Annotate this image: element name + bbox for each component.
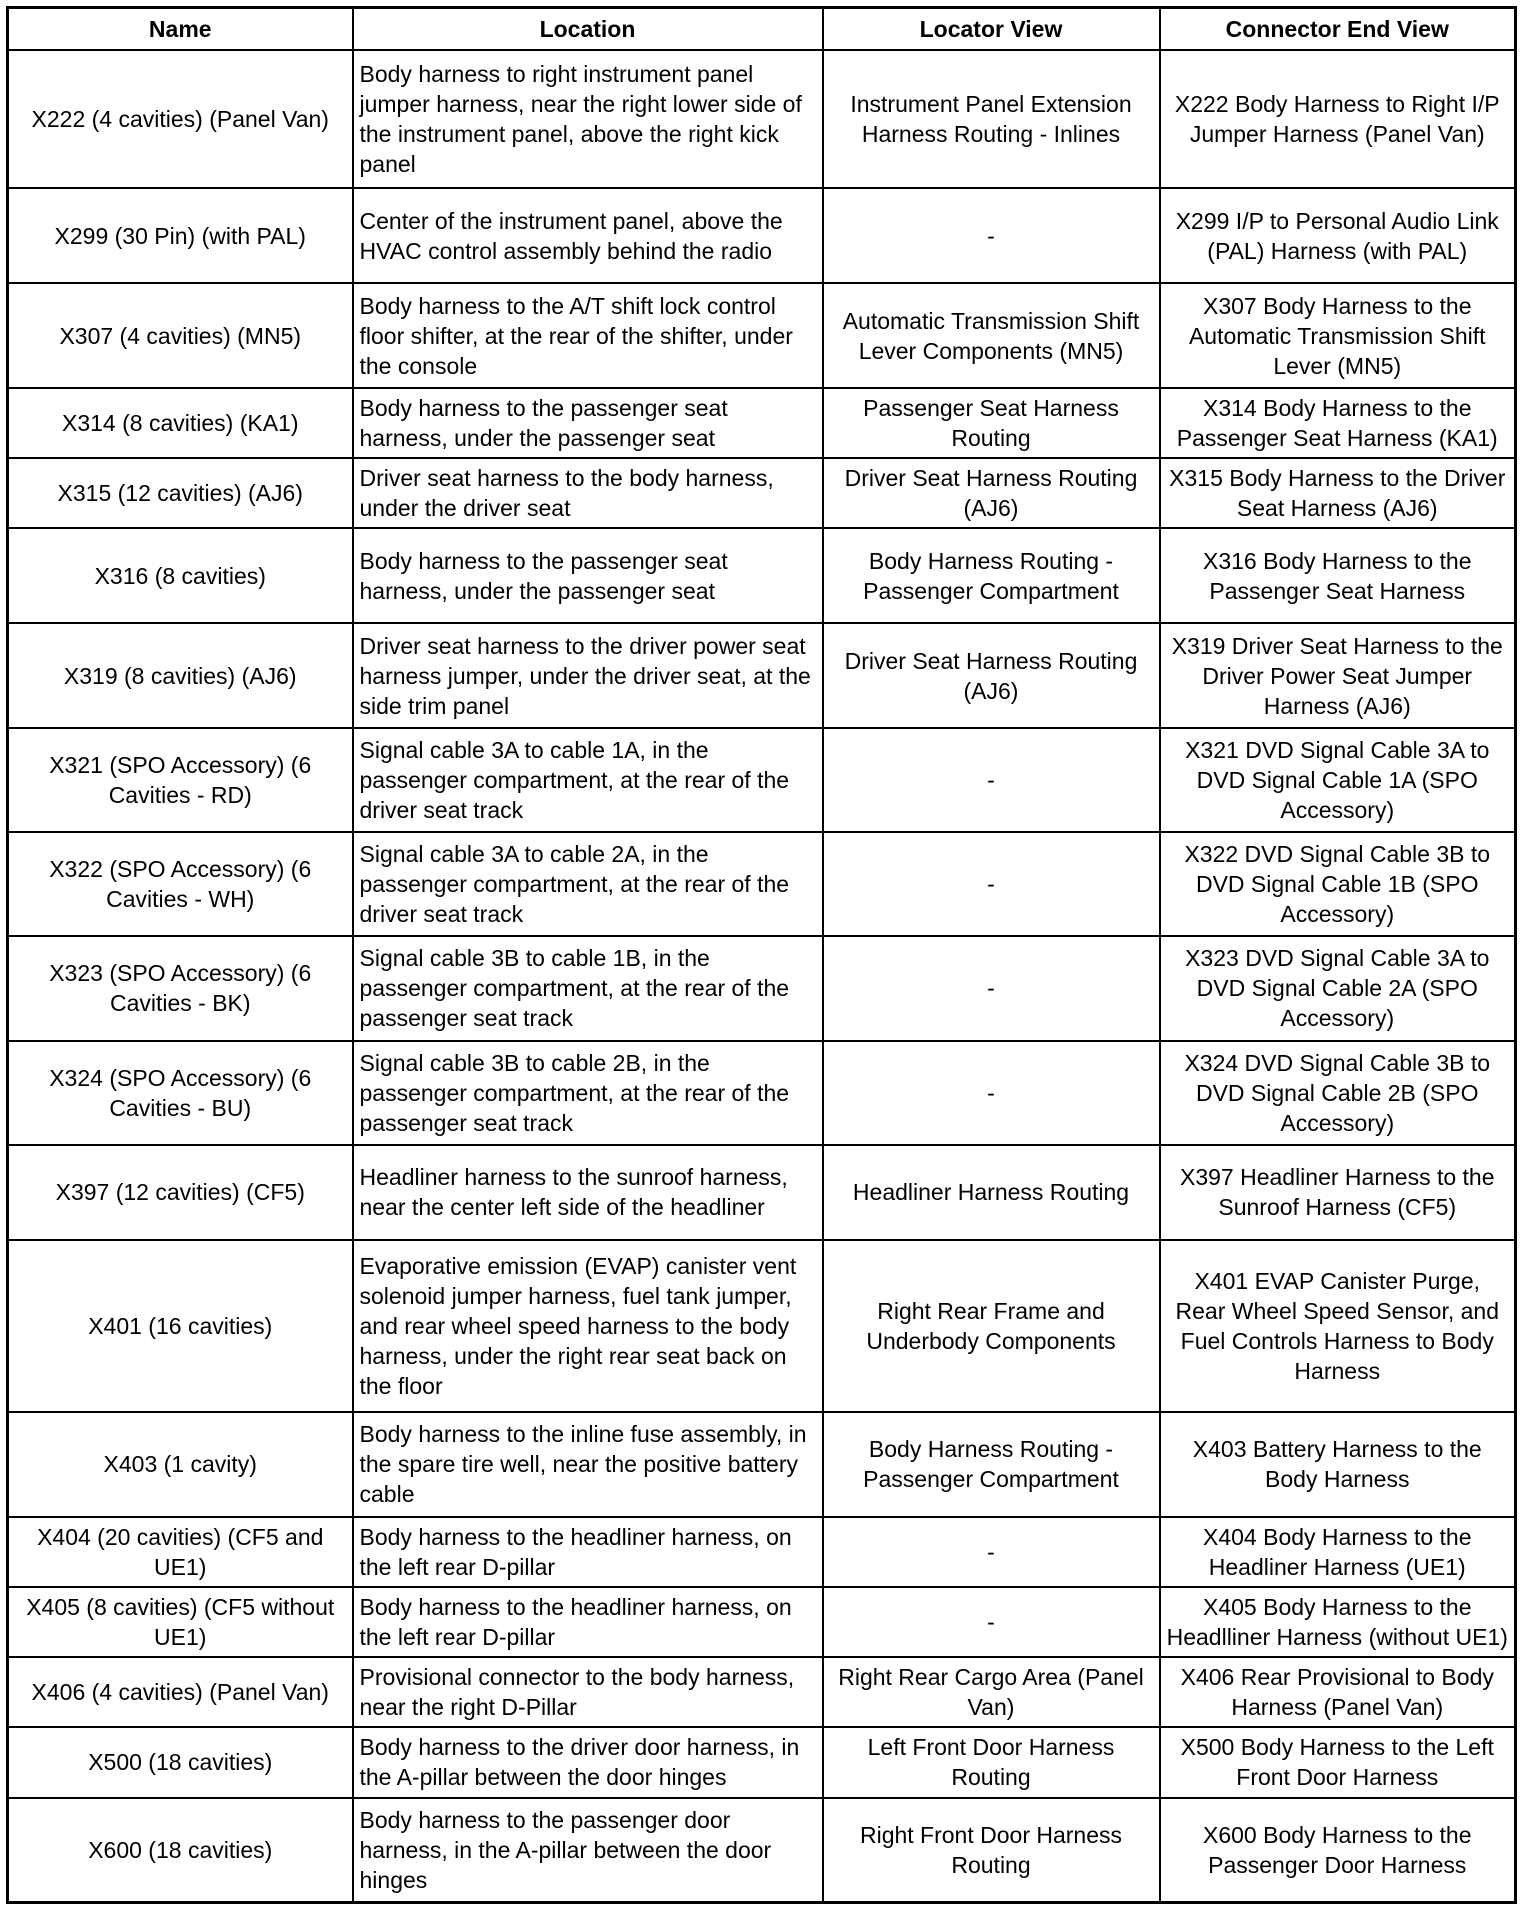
cell-connector-end-view: X397 Headliner Harness to the Sunroof Harness (CF5) — [1160, 1145, 1516, 1240]
header-locator-view: Locator View — [823, 8, 1160, 51]
cell-connector-end-view: X315 Body Harness to the Driver Seat Harness (AJ6) — [1160, 458, 1516, 528]
table-row — [8, 1587, 1516, 1657]
cell-name: X316 (8 cavities) — [8, 528, 353, 623]
cell-name: X403 (1 cavity) — [8, 1412, 353, 1516]
cell-locator-view: - — [823, 728, 1160, 832]
cell-locator-view: Body Harness Routing - Passenger Compartment — [823, 1412, 1160, 1516]
table-row — [8, 1041, 1516, 1145]
cell-locator-view: Right Rear Cargo Area (Panel Van) — [823, 1657, 1160, 1727]
cell-location: Body harness to the A/T shift lock control floor shifter, at the rear of the shifter, under the console — [353, 283, 823, 387]
cell-locator-view: - — [823, 936, 1160, 1040]
cell-location: Provisional connector to the body harness, near the right D-Pillar — [353, 1657, 823, 1727]
cell-connector-end-view: X222 Body Harness to Right I/P Jumper Harness (Panel Van) — [1160, 50, 1516, 188]
cell-locator-view: - — [823, 1587, 1160, 1657]
cell-connector-end-view: X322 DVD Signal Cable 3B to DVD Signal Cable 1B (SPO Accessory) — [1160, 832, 1516, 936]
table-row — [8, 1145, 1516, 1240]
cell-locator-view: Passenger Seat Harness Routing — [823, 388, 1160, 458]
table-row — [8, 1727, 1516, 1797]
header-name: Name — [8, 8, 353, 51]
table-row — [8, 936, 1516, 1040]
table-row — [8, 283, 1516, 387]
header-row — [8, 8, 1516, 51]
cell-connector-end-view: X324 DVD Signal Cable 3B to DVD Signal Cable 2B (SPO Accessory) — [1160, 1041, 1516, 1145]
table-row — [8, 832, 1516, 936]
cell-name: X307 (4 cavities) (MN5) — [8, 283, 353, 387]
cell-location: Center of the instrument panel, above the HVAC control assembly behind the radio — [353, 188, 823, 283]
cell-name: X321 (SPO Accessory) (6 Cavities - RD) — [8, 728, 353, 832]
header-location: Location — [353, 8, 823, 51]
cell-name: X401 (16 cavities) — [8, 1240, 353, 1412]
cell-locator-view: - — [823, 1517, 1160, 1587]
cell-name: X315 (12 cavities) (AJ6) — [8, 458, 353, 528]
table-row — [8, 388, 1516, 458]
table-row — [8, 1517, 1516, 1587]
cell-connector-end-view: X307 Body Harness to the Automatic Transmission Shift Lever (MN5) — [1160, 283, 1516, 387]
cell-name: X406 (4 cavities) (Panel Van) — [8, 1657, 353, 1727]
cell-connector-end-view: X319 Driver Seat Harness to the Driver Power Seat Jumper Harness (AJ6) — [1160, 623, 1516, 727]
cell-location: Body harness to the passenger seat harness, under the passenger seat — [353, 528, 823, 623]
cell-connector-end-view: X500 Body Harness to the Left Front Door Harness — [1160, 1727, 1516, 1797]
cell-location: Signal cable 3B to cable 2B, in the passenger compartment, at the rear of the passenger seat track — [353, 1041, 823, 1145]
cell-location: Signal cable 3B to cable 1B, in the passenger compartment, at the rear of the passenger seat track — [353, 936, 823, 1040]
cell-location: Driver seat harness to the driver power seat harness jumper, under the driver seat, at the side trim panel — [353, 623, 823, 727]
table-body — [8, 50, 1516, 1903]
cell-locator-view: Left Front Door Harness Routing — [823, 1727, 1160, 1797]
cell-name: X322 (SPO Accessory) (6 Cavities - WH) — [8, 832, 353, 936]
cell-name: X222 (4 cavities) (Panel Van) — [8, 50, 353, 188]
cell-connector-end-view: X405 Body Harness to the Headlliner Harness (without UE1) — [1160, 1587, 1516, 1657]
cell-locator-view: - — [823, 188, 1160, 283]
cell-name: X323 (SPO Accessory) (6 Cavities - BK) — [8, 936, 353, 1040]
cell-connector-end-view: X321 DVD Signal Cable 3A to DVD Signal Cable 1A (SPO Accessory) — [1160, 728, 1516, 832]
cell-location: Body harness to the passenger seat harness, under the passenger seat — [353, 388, 823, 458]
cell-locator-view: Driver Seat Harness Routing (AJ6) — [823, 623, 1160, 727]
table-row — [8, 1657, 1516, 1727]
table-row — [8, 1798, 1516, 1903]
cell-locator-view: - — [823, 832, 1160, 936]
cell-locator-view: Right Rear Frame and Underbody Components — [823, 1240, 1160, 1412]
cell-location: Evaporative emission (EVAP) canister vent solenoid jumper harness, fuel tank jumper, and rear wheel speed harness to the body harness, under the right rear seat back on the floor — [353, 1240, 823, 1412]
cell-name: X405 (8 cavities) (CF5 without UE1) — [8, 1587, 353, 1657]
cell-locator-view: Instrument Panel Extension Harness Routing - Inlines — [823, 50, 1160, 188]
cell-location: Body harness to the passenger door harness, in the A-pillar between the door hinges — [353, 1798, 823, 1903]
cell-location: Signal cable 3A to cable 2A, in the passenger compartment, at the rear of the driver seat track — [353, 832, 823, 936]
cell-name: X314 (8 cavities) (KA1) — [8, 388, 353, 458]
header-connector-end-view: Connector End View — [1160, 8, 1516, 51]
cell-locator-view: Right Front Door Harness Routing — [823, 1798, 1160, 1903]
cell-location: Body harness to right instrument panel jumper harness, near the right lower side of the instrument panel, above the right kick panel — [353, 50, 823, 188]
cell-locator-view: - — [823, 1041, 1160, 1145]
cell-name: X319 (8 cavities) (AJ6) — [8, 623, 353, 727]
cell-name: X600 (18 cavities) — [8, 1798, 353, 1903]
cell-connector-end-view: X600 Body Harness to the Passenger Door Harness — [1160, 1798, 1516, 1903]
table-row — [8, 188, 1516, 283]
cell-location: Headliner harness to the sunroof harness, near the center left side of the headliner — [353, 1145, 823, 1240]
cell-location: Body harness to the headliner harness, on the left rear D-pillar — [353, 1517, 823, 1587]
cell-connector-end-view: X299 I/P to Personal Audio Link (PAL) Harness (with PAL) — [1160, 188, 1516, 283]
table-row — [8, 1412, 1516, 1516]
cell-connector-end-view: X316 Body Harness to the Passenger Seat Harness — [1160, 528, 1516, 623]
cell-connector-end-view: X323 DVD Signal Cable 3A to DVD Signal Cable 2A (SPO Accessory) — [1160, 936, 1516, 1040]
table-header — [8, 8, 1516, 51]
cell-name: X404 (20 cavities) (CF5 and UE1) — [8, 1517, 353, 1587]
table-row — [8, 50, 1516, 188]
connector-table — [6, 6, 1517, 1904]
cell-name: X397 (12 cavities) (CF5) — [8, 1145, 353, 1240]
cell-locator-view: Headliner Harness Routing — [823, 1145, 1160, 1240]
cell-connector-end-view: X314 Body Harness to the Passenger Seat Harness (KA1) — [1160, 388, 1516, 458]
cell-connector-end-view: X406 Rear Provisional to Body Harness (Panel Van) — [1160, 1657, 1516, 1727]
cell-name: X500 (18 cavities) — [8, 1727, 353, 1797]
cell-connector-end-view: X401 EVAP Canister Purge, Rear Wheel Speed Sensor, and Fuel Controls Harness to Body Harness — [1160, 1240, 1516, 1412]
cell-connector-end-view: X404 Body Harness to the Headliner Harness (UE1) — [1160, 1517, 1516, 1587]
cell-locator-view: Automatic Transmission Shift Lever Components (MN5) — [823, 283, 1160, 387]
cell-name: X299 (30 Pin) (with PAL) — [8, 188, 353, 283]
cell-locator-view: Body Harness Routing - Passenger Compartment — [823, 528, 1160, 623]
cell-name: X324 (SPO Accessory) (6 Cavities - BU) — [8, 1041, 353, 1145]
cell-location: Signal cable 3A to cable 1A, in the passenger compartment, at the rear of the driver seat track — [353, 728, 823, 832]
table-row — [8, 1240, 1516, 1412]
cell-location: Driver seat harness to the body harness, under the driver seat — [353, 458, 823, 528]
table-row — [8, 728, 1516, 832]
cell-locator-view: Driver Seat Harness Routing (AJ6) — [823, 458, 1160, 528]
cell-location: Body harness to the inline fuse assembly, in the spare tire well, near the positive battery cable — [353, 1412, 823, 1516]
table-row — [8, 458, 1516, 528]
table-row — [8, 623, 1516, 727]
cell-connector-end-view: X403 Battery Harness to the Body Harness — [1160, 1412, 1516, 1516]
cell-location: Body harness to the driver door harness, in the A-pillar between the door hinges — [353, 1727, 823, 1797]
cell-location: Body harness to the headliner harness, on the left rear D-pillar — [353, 1587, 823, 1657]
table-row — [8, 528, 1516, 623]
